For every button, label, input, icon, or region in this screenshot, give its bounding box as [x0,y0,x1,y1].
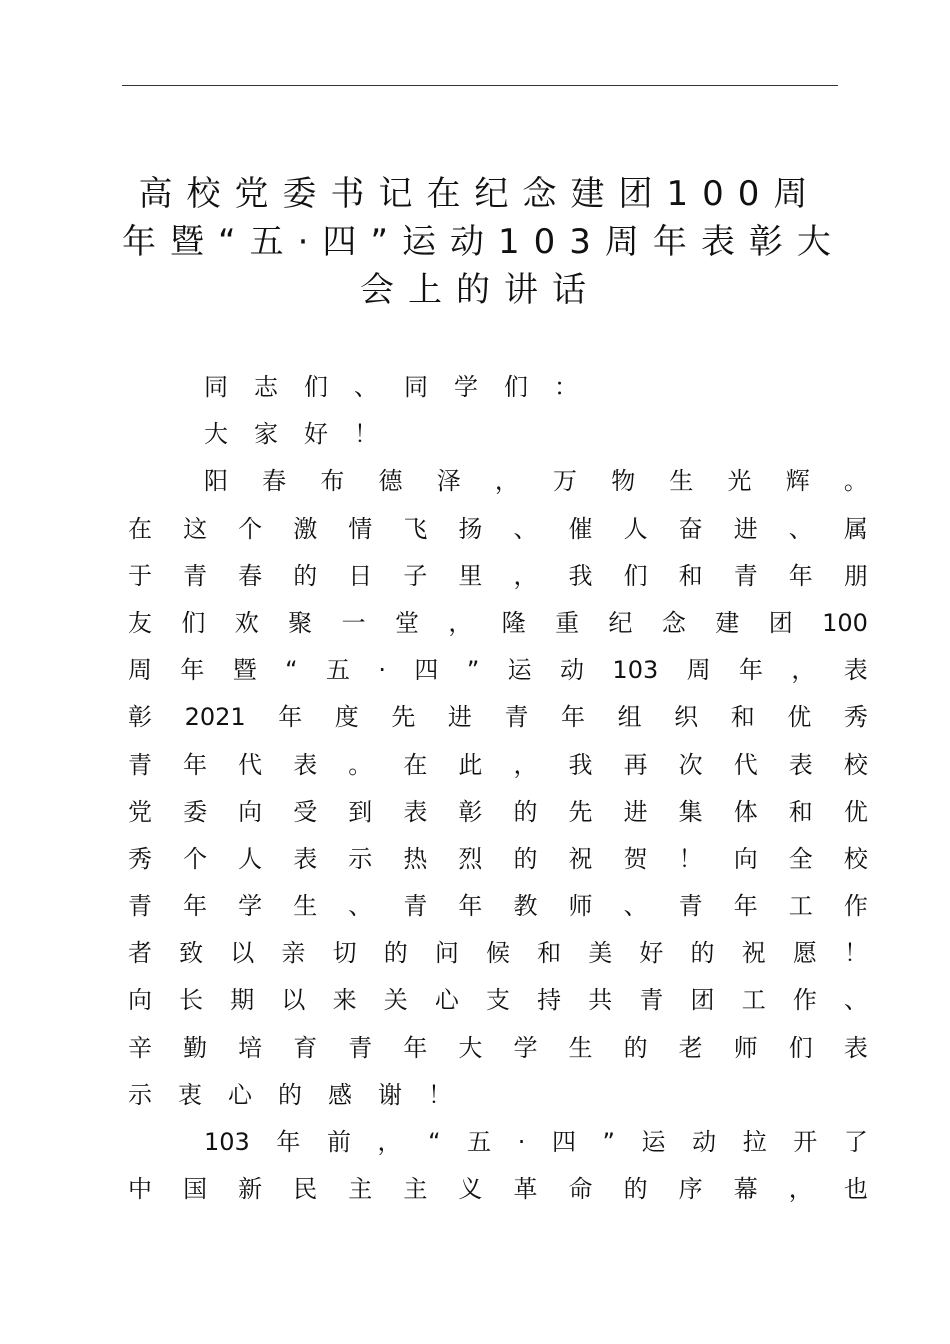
body-glyph: 家 [254,420,278,449]
body-glyph: 运 [641,1128,666,1156]
body-glyph: 同 [404,373,428,401]
body-glyph: 周 [686,656,711,685]
body-glyph: ！ [678,844,703,873]
body-glyph: 春 [262,467,287,496]
body-line [128,1119,868,1166]
body-glyph: 心 [434,986,459,1015]
body-glyph: 表 [843,656,868,685]
body-glyph: 属 [843,514,868,543]
body-glyph: 向 [128,986,152,1015]
body-glyph: 生 [568,1033,593,1062]
body-glyph: 中 [128,1175,152,1204]
body-glyph: 师 [568,892,593,921]
body-glyph: 辉 [785,467,810,496]
body-glyph: 的 [278,1080,302,1109]
body-glyph: 100 [822,608,868,637]
body-glyph: 奋 [678,514,703,543]
body-glyph: 年 [403,1033,428,1062]
body-glyph: 万 [553,467,578,496]
body-glyph: 的 [513,844,538,873]
body-glyph: 运 [507,656,532,685]
body-glyph: 开 [793,1128,818,1156]
body-glyph: 。 [348,750,373,779]
body-glyph: 序 [678,1175,703,1204]
body-glyph: 代 [733,750,758,779]
body-glyph: 团 [768,608,793,637]
body-glyph: ： [554,373,578,401]
body-glyph: 进 [733,514,758,543]
body-glyph: · [378,656,387,685]
body-glyph: 候 [485,939,510,968]
body-glyph: 的 [623,1033,648,1062]
body-glyph: 青 [403,892,428,921]
body-line [128,742,868,789]
header-rule [122,85,838,86]
body-glyph: 示 [128,1080,152,1109]
body-glyph: 教 [513,892,538,921]
body-glyph: 光 [727,467,752,496]
body-glyph: 布 [320,467,345,496]
body-glyph: 此 [458,750,483,779]
body-glyph: 持 [537,986,562,1015]
body-glyph: 贺 [623,844,648,873]
body-glyph: 团 [690,986,715,1015]
body-glyph: 的 [513,797,538,826]
body-glyph: 革 [513,1175,538,1204]
body-line [128,836,868,883]
body-line [128,977,868,1024]
body-glyph: 的 [293,561,318,590]
body-glyph: 青 [348,1033,373,1062]
body-glyph: 青 [504,703,529,732]
body-glyph: 组 [617,703,642,732]
body-glyph: 四 [551,1128,576,1156]
body-glyph: 阳 [204,467,228,496]
body-glyph: 亲 [281,939,306,968]
body-line [128,647,868,694]
body-glyph: 师 [733,1033,758,1062]
body-glyph: 103 [204,1128,250,1156]
body-glyph: 关 [383,986,408,1015]
body-glyph: 堂 [394,608,419,637]
body-glyph: 进 [623,797,648,826]
body-glyph: 表 [788,750,813,779]
body-line [128,1166,868,1213]
body-glyph: 年 [788,561,813,590]
body-glyph: 织 [674,703,699,732]
body-glyph: 支 [485,986,510,1015]
body-glyph: 命 [568,1175,593,1204]
body-line [128,930,868,977]
body-glyph: 泽 [436,467,461,496]
body-glyph: ！ [428,1080,452,1109]
body-glyph: 秀 [843,703,868,732]
body-glyph: 青 [639,986,664,1015]
body-glyph: 作 [843,892,868,921]
body-glyph: 老 [678,1033,703,1062]
body-glyph: 子 [403,561,428,590]
body-glyph: 一 [341,608,366,637]
body-glyph: 、 [354,373,378,401]
body-glyph: 、 [623,892,648,921]
body-glyph: 。 [843,467,868,496]
body-glyph: ！ [354,420,378,449]
body-glyph: 进 [447,703,472,732]
body-glyph: 先 [568,797,593,826]
body-glyph: 和 [537,939,562,968]
body-glyph: 103 [612,656,659,685]
body-glyph: 向 [733,844,758,873]
body-glyph: 年 [180,656,205,685]
body-glyph: 学 [454,373,478,401]
body-glyph: 了 [843,1128,868,1156]
body-glyph: 物 [611,467,636,496]
body-glyph: 切 [332,939,357,968]
body-glyph: 祝 [568,844,593,873]
body-line [128,553,868,600]
body-glyph: 个 [238,514,263,543]
body-glyph: 激 [293,514,318,543]
body-glyph: ” [466,656,480,685]
body-glyph: ， [494,467,519,496]
body-glyph: 以 [281,986,306,1015]
body-glyph: 育 [293,1033,318,1062]
body-glyph: 以 [230,939,255,968]
body-glyph: 辛 [128,1033,152,1062]
body-glyph: ， [513,561,538,590]
body-glyph: 烈 [458,844,483,873]
body-glyph: 的 [623,1175,648,1204]
body-glyph: 在 [128,514,152,543]
body-glyph: 好 [639,939,664,968]
body-glyph: 和 [730,703,755,732]
body-glyph: 年 [561,703,586,732]
body-glyph: 同 [204,373,228,401]
body-glyph: 友 [128,608,152,637]
body-glyph: 和 [678,561,703,590]
body-glyph: 青 [128,750,152,779]
body-glyph: 青 [733,561,758,590]
body-glyph: 的 [690,939,715,968]
body-glyph: ” [602,1128,615,1156]
body-glyph: 动 [560,656,585,685]
body-glyph: 青 [183,561,208,590]
body-glyph: “ [428,1128,441,1156]
body-glyph: 建 [715,608,740,637]
body-text [128,364,868,1213]
body-glyph: 五 [326,656,350,685]
body-glyph: 作 [792,986,817,1015]
body-glyph: 主 [403,1175,428,1204]
body-glyph: 表 [293,750,318,779]
title-line-2: 年暨“五·四”运动103周年表彰大 [122,222,845,262]
body-glyph: 欢 [234,608,259,637]
body-glyph: 学 [513,1033,538,1062]
body-glyph: 再 [623,750,648,779]
body-glyph: 度 [334,703,359,732]
body-glyph: ， [513,750,538,779]
body-glyph: 工 [741,986,766,1015]
body-glyph: 催 [568,514,593,543]
body-glyph: 朋 [843,561,868,590]
body-glyph: 、 [788,514,813,543]
body-line [128,1072,868,1119]
body-glyph: 德 [378,467,403,496]
body-line [128,1025,868,1072]
body-glyph: 国 [183,1175,208,1204]
body-glyph: 先 [391,703,416,732]
body-glyph: 情 [348,514,373,543]
body-glyph: 优 [843,797,868,826]
body-glyph: 来 [332,986,357,1015]
body-glyph: 热 [403,844,428,873]
body-glyph: 大 [458,1033,483,1062]
body-glyph: 校 [843,750,868,779]
body-glyph: 我 [568,750,593,779]
body-glyph: 拉 [742,1128,767,1156]
body-glyph: ， [377,1128,402,1156]
body-glyph: 学 [238,892,263,921]
body-line [128,789,868,836]
body-glyph: 生 [669,467,694,496]
body-glyph: 人 [623,514,648,543]
body-glyph: 愿 [792,939,817,968]
body-glyph: 幕 [733,1175,758,1204]
body-glyph: ， [448,608,473,637]
body-glyph: 四 [414,656,439,685]
body-glyph: 和 [788,797,813,826]
body-glyph: 年 [278,703,303,732]
body-glyph: 问 [434,939,459,968]
body-glyph: 也 [843,1175,868,1204]
body-glyph: 年 [739,656,764,685]
body-glyph: 们 [181,608,206,637]
body-glyph: 于 [128,561,152,590]
body-glyph: 、 [843,986,868,1015]
body-glyph: 生 [293,892,318,921]
body-glyph: 、 [348,892,373,921]
body-glyph: 感 [328,1080,352,1109]
body-glyph: 主 [348,1175,373,1204]
body-glyph: 到 [348,797,373,826]
body-glyph: 心 [228,1080,252,1109]
body-glyph: 致 [179,939,204,968]
body-glyph: 飞 [403,514,428,543]
body-glyph: 们 [788,1033,813,1062]
body-line [128,600,868,647]
document-title [122,170,845,314]
body-glyph: 人 [238,844,263,873]
body-glyph: ， [791,656,816,685]
body-glyph: 代 [238,750,263,779]
body-glyph: ！ [843,939,868,968]
body-glyph: 重 [555,608,580,637]
body-glyph: 新 [238,1175,263,1204]
body-glyph: 暨 [232,656,257,685]
body-line [128,411,868,458]
body-glyph: 2021 [184,703,246,732]
body-glyph: 年 [458,892,483,921]
body-glyph: 美 [588,939,613,968]
body-glyph: 的 [383,939,408,968]
body-glyph: 集 [678,797,703,826]
body-glyph: 周 [128,656,152,685]
body-glyph: 我 [568,561,593,590]
body-glyph: 念 [661,608,686,637]
body-glyph: 年 [733,892,758,921]
body-glyph: 表 [403,797,428,826]
body-glyph: 共 [588,986,613,1015]
body-glyph: 向 [238,797,263,826]
body-glyph: 义 [458,1175,483,1204]
body-glyph: 在 [403,750,428,779]
body-glyph: 表 [843,1033,868,1062]
body-glyph: 春 [238,561,263,590]
body-glyph: 个 [183,844,208,873]
body-glyph: 全 [788,844,813,873]
body-glyph: 动 [692,1128,717,1156]
body-glyph: 好 [304,420,328,449]
body-glyph: 勤 [183,1033,208,1062]
body-glyph: 培 [238,1033,263,1062]
body-glyph: 长 [179,986,204,1015]
body-glyph: 们 [504,373,528,401]
body-glyph: 表 [293,844,318,873]
body-glyph: 这 [183,514,208,543]
body-glyph: 示 [348,844,373,873]
body-glyph: 谢 [378,1080,402,1109]
body-glyph: 志 [254,373,278,401]
body-glyph: 隆 [501,608,526,637]
body-glyph: 年 [276,1128,301,1156]
body-glyph: 青 [128,892,152,921]
body-glyph: 民 [293,1175,318,1204]
body-glyph: 年 [183,750,208,779]
title-line-1: 高校党委书记在纪念建团100周 [138,174,822,214]
body-glyph: 受 [293,797,318,826]
body-glyph: 党 [128,797,152,826]
body-glyph: · [517,1128,526,1156]
body-glyph: 、 [513,514,538,543]
body-glyph: 纪 [608,608,633,637]
body-glyph: 五 [467,1128,492,1156]
body-glyph: 们 [623,561,648,590]
body-glyph: 优 [787,703,812,732]
body-glyph: 前 [326,1128,351,1156]
body-glyph: 大 [204,420,228,449]
body-glyph: 年 [183,892,208,921]
body-glyph: 体 [733,797,758,826]
body-glyph: 祝 [741,939,766,968]
body-glyph: 校 [843,844,868,873]
body-glyph: 彰 [458,797,483,826]
body-glyph: 扬 [458,514,483,543]
body-glyph: 聚 [288,608,313,637]
body-glyph: 里 [458,561,483,590]
body-glyph: “ [285,656,298,685]
body-glyph: 期 [230,986,255,1015]
body-glyph: 秀 [128,844,152,873]
body-line [128,694,868,741]
body-line [128,883,868,930]
body-glyph: 彰 [128,703,152,732]
body-glyph: 者 [128,939,152,968]
body-glyph: 工 [788,892,813,921]
body-glyph: 们 [304,373,328,401]
body-line [128,506,868,553]
title-line-3: 会上的讲话 [360,270,600,310]
body-glyph: 日 [348,561,373,590]
body-glyph: 委 [183,797,208,826]
body-line [128,364,868,411]
body-glyph: 次 [678,750,703,779]
body-glyph: 衷 [178,1080,202,1109]
body-line [128,458,868,505]
body-glyph: ， [788,1175,813,1204]
body-glyph: 青 [678,892,703,921]
